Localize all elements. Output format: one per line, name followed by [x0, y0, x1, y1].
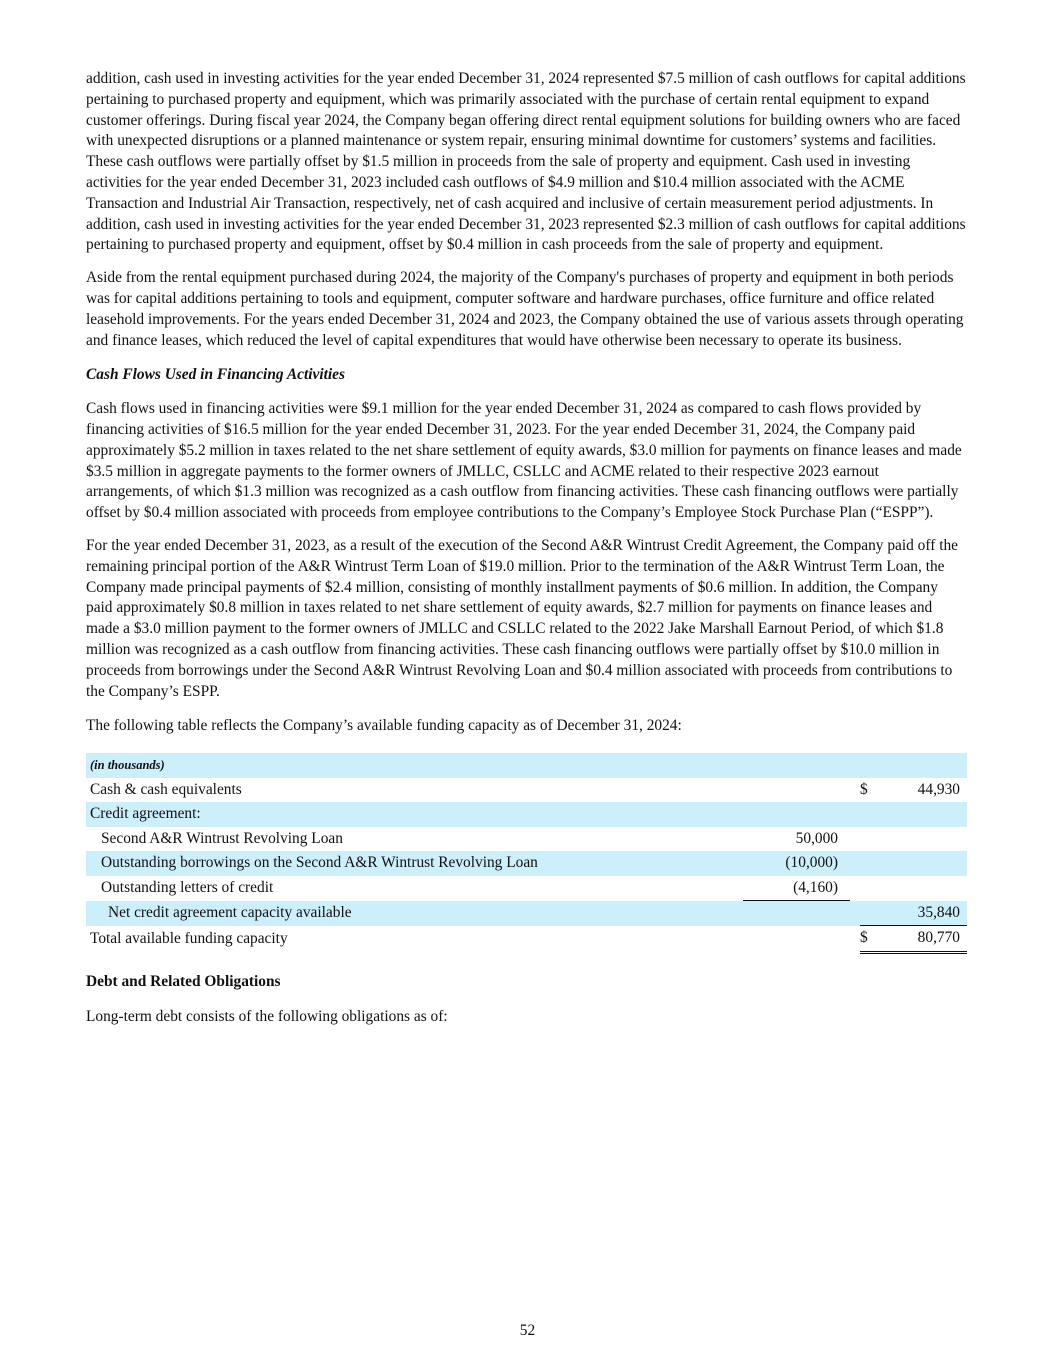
row-label: Outstanding letters of credit: [101, 878, 274, 896]
table-row: [86, 851, 967, 876]
row-subtotal: [743, 802, 850, 827]
document-page: [86, 69, 966, 1040]
row-dollar-sign: $: [860, 926, 874, 953]
row-subtotal: 50,000: [795, 829, 838, 847]
row-dollar-sign: [860, 901, 874, 926]
row-total: [874, 851, 967, 876]
row-dollar-sign: [860, 876, 874, 901]
paragraph-long-term-debt: Long-term debt consists of the following obligations as of:: [86, 1008, 448, 1026]
row-dollar-sign: $: [860, 780, 868, 798]
table-row: [86, 876, 967, 901]
row-subtotal: [743, 901, 850, 926]
page-number: 52: [519, 1322, 536, 1339]
row-label: Outstanding borrowings on the Second A&R Wintrust Revolving Loan: [86, 851, 743, 876]
row-dollar-sign: [860, 802, 874, 827]
row-total: [874, 876, 967, 901]
row-total: [874, 802, 967, 827]
row-subtotal: [743, 778, 850, 803]
paragraph-property-purchases: Aside from the rental equipment purchased during 2024, the majority of the Company's purchases of property and equipment in both periods was for capital additions pertaining to tools and equipment, computer software and hardware purchases, office furniture and office related leasehold improvements. For the years ended December 31, 2024 and 2023, the Company obtained the use of various assets through operating and finance leases, which reduced the level of capital expenditures that would have otherwise been necessary to operate its business.: [86, 269, 964, 349]
row-label: Net credit agreement capacity available: [86, 901, 743, 926]
funding-capacity-table: [86, 753, 967, 954]
row-subtotal: [743, 926, 850, 953]
heading-debt-obligations: Debt and Related Obligations: [86, 972, 281, 990]
table-row: [86, 926, 967, 953]
row-label: Total available funding capacity: [90, 929, 288, 947]
heading-financing-activities: Cash Flows Used in Financing Activities: [86, 366, 345, 384]
row-total: [874, 827, 967, 852]
paragraph-financing-2023: For the year ended December 31, 2023, as a result of the execution of the Second A&R Wintrust Credit Agreement, the Company paid off the remaining principal portion of the A&R Wintrust Term Loan of $19.0 million. Prior to the termination of the A&R Wintrust Term Loan, the Company made principal payments of $2.4 million, consisting of monthly installment payments of $0.6 million. In addition, the Company paid approximately $0.8 million in taxes related to net share settlement of equity awards, $2.7 million for payments on finance leases and made a $3.0 million payment to the former owners of JMLLC and CSLLC related to the 2022 Jake Marshall Earnout Period, of which $1.8 million was recognized as a cash outflow from financing activities. These cash financing outflows were partially offset by $10.0 million in proceeds from borrowings under the Second A&R Wintrust Revolving Loan and $0.4 million associated with proceeds from contributions to the Company’s ESPP.: [86, 536, 959, 700]
row-dollar-sign: [860, 827, 874, 852]
table-header-row: [86, 753, 967, 778]
row-label: Second A&R Wintrust Revolving Loan: [101, 829, 343, 847]
row-dollar-sign: [860, 851, 874, 876]
row-total: 44,930: [917, 780, 960, 798]
table-row: [86, 802, 967, 827]
row-label: Cash & cash equivalents: [90, 780, 242, 798]
paragraph-table-intro: The following table reflects the Company’s available funding capacity as of December 31, 2024:: [86, 717, 682, 735]
unit-label: (in thousands): [86, 753, 743, 778]
table-row: [86, 778, 967, 803]
paragraph-financing-2024: Cash flows used in financing activities were $9.1 million for the year ended December 31, 2024 as compared to cash flows provided by financing activities of $16.5 million for the year ended December 31, 2023. For the year ended December 31, 2024, the Company paid approximately $5.2 million in taxes related to the net share settlement of equity awards, $3.0 million for payments on finance leases and made $3.5 million in aggregate payments to the former owners of JMLLC, CSLLC and ACME related to their respective 2023 earnout arrangements, of which $1.3 million was recognized as a cash outflow from financing activities. These cash financing outflows were partially offset by $0.4 million associated with proceeds from employee contributions to the Company’s Employee Stock Purchase Plan (“ESPP”).: [86, 400, 962, 522]
table-row: [86, 827, 967, 852]
row-total: 80,770: [874, 926, 967, 953]
row-subtotal: (4,160): [743, 876, 850, 901]
row-label: Credit agreement:: [86, 802, 743, 827]
row-total: 35,840: [874, 901, 967, 926]
table-row: [86, 901, 967, 926]
row-subtotal: (10,000): [743, 851, 850, 876]
paragraph-investing-continued: addition, cash used in investing activities for the year ended December 31, 2024 represented $7.5 million of cash outflows for capital additions pertaining to purchased property and equipment, which was primarily associated with the purchase of certain rental equipment to expand customer offerings. During fiscal year 2024, the Company began offering direct rental equipment solutions for building owners who are faced with unexpected disruptions or a planned maintenance or system repair, ensuring minimal downtime for customers’ systems and facilities. These cash outflows were partially offset by $1.5 million in proceeds from the sale of property and equipment. Cash used in investing activities for the year ended December 31, 2023 included cash outflows of $4.9 million and $10.4 million associated with the ACME Transaction and Industrial Air Transaction, respectively, net of cash acquired and inclusive of certain measurement period adjustments. In addition, cash used in investing activities for the year ended December 31, 2023 represented $2.3 million of cash outflows for capital additions pertaining to purchased property and equipment, offset by $0.4 million in cash proceeds from the sale of property and equipment.: [86, 70, 966, 254]
